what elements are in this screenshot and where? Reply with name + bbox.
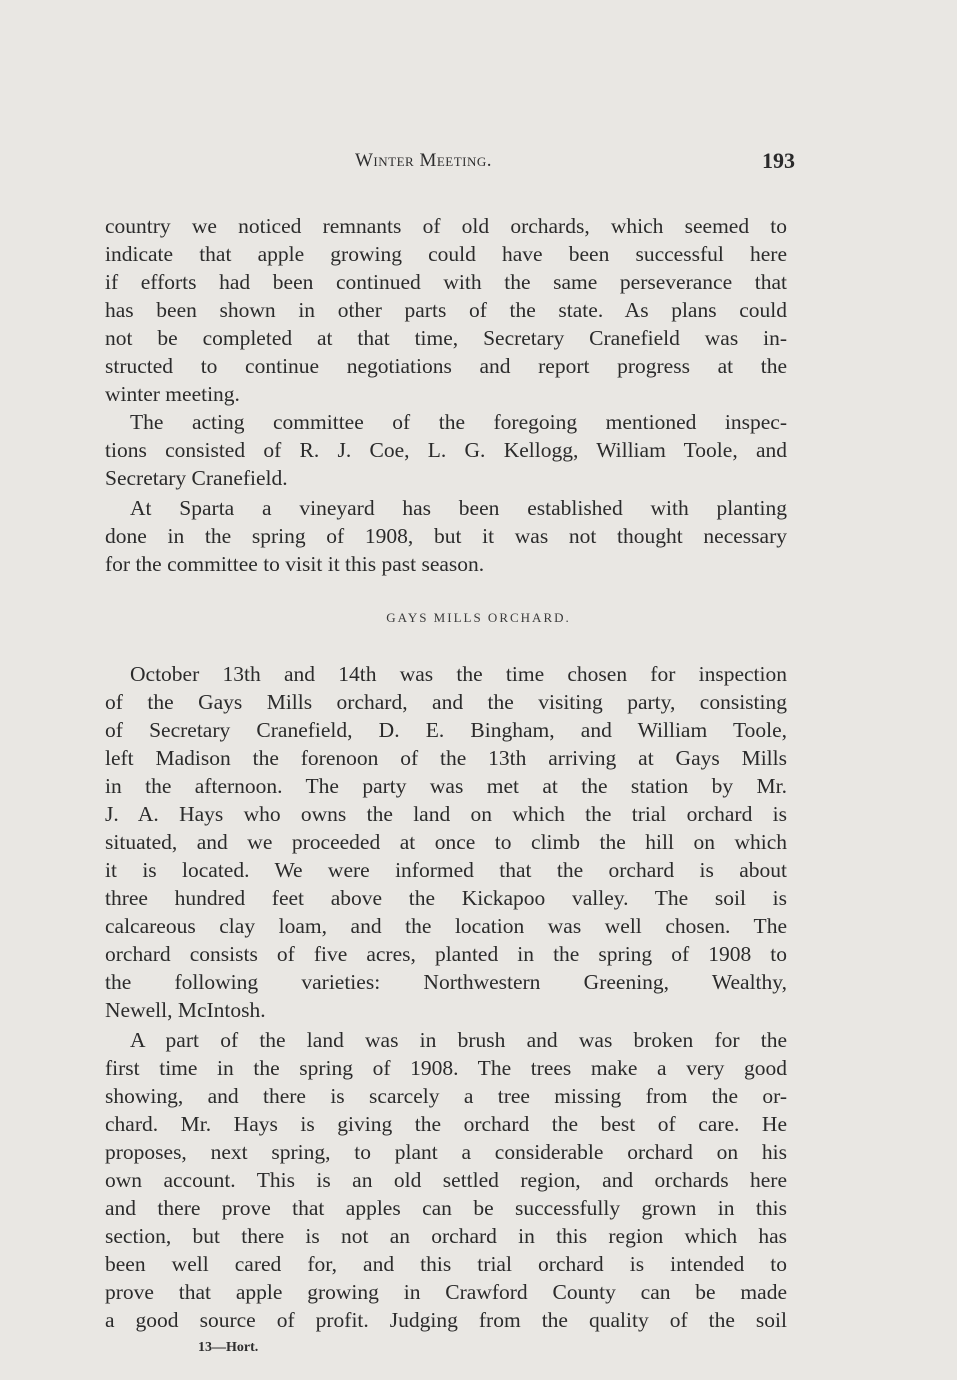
text-line: first time in the spring of 1908. The trees make a very good bbox=[105, 1056, 787, 1080]
text-line: the following varieties: Northwestern Greening, Wealthy, bbox=[105, 970, 787, 994]
text-line: situated, and we proceeded at once to climb the hill on which bbox=[105, 830, 787, 854]
text-line: and there prove that apples can be successfully grown in this bbox=[105, 1196, 787, 1220]
text-line: orchard consists of five acres, planted in the spring of 1908 to bbox=[105, 942, 787, 966]
text-line: calcareous clay loam, and the location was well chosen. The bbox=[105, 914, 787, 938]
text-line: proposes, next spring, to plant a considerable orchard on his bbox=[105, 1140, 787, 1164]
text-line: a good source of profit. Judging from the quality of the soil bbox=[105, 1308, 787, 1332]
section-heading: GAYS MILLS ORCHARD. bbox=[386, 610, 571, 625]
text-line: own account. This is an old settled region, and orchards here bbox=[105, 1168, 787, 1192]
text-line: left Madison the forenoon of the 13th arriving at Gays Mills bbox=[105, 746, 787, 770]
text-line: three hundred feet above the Kickapoo valley. The soil is bbox=[105, 886, 787, 910]
running-title: Winter Meeting. bbox=[355, 150, 493, 171]
text-line: been well cared for, and this trial orchard is intended to bbox=[105, 1252, 787, 1276]
text-line: Newell, McIntosh. bbox=[105, 998, 266, 1022]
text-line: it is located. We were informed that the orchard is about bbox=[105, 858, 787, 882]
text-line: J. A. Hays who owns the land on which the trial orchard is bbox=[105, 802, 787, 826]
text-line: indicate that apple growing could have been successful here bbox=[105, 242, 787, 266]
text-line: of the Gays Mills orchard, and the visiting party, consisting bbox=[105, 690, 787, 714]
text-line: not be completed at that time, Secretary Cranefield was in- bbox=[105, 326, 787, 350]
text-line: chard. Mr. Hays is giving the orchard the best of care. He bbox=[105, 1112, 787, 1136]
text-line: October 13th and 14th was the time chosen for inspection bbox=[130, 662, 787, 686]
running-head bbox=[105, 150, 795, 180]
text-line: structed to continue negotiations and report progress at the bbox=[105, 354, 787, 378]
text-line: showing, and there is scarcely a tree missing from the or- bbox=[105, 1084, 787, 1108]
signature-mark: 13—Hort. bbox=[198, 1340, 259, 1355]
text-line: Secretary Cranefield. bbox=[105, 466, 288, 490]
text-line: done in the spring of 1908, but it was not thought necessary bbox=[105, 524, 787, 548]
text-line: tions consisted of R. J. Coe, L. G. Kellogg, William Toole, and bbox=[105, 438, 787, 462]
text-line: in the afternoon. The party was met at the station by Mr. bbox=[105, 774, 787, 798]
text-line: At Sparta a vineyard has been established with planting bbox=[130, 496, 787, 520]
text-line: of Secretary Cranefield, D. E. Bingham, and William Toole, bbox=[105, 718, 787, 742]
text-line: has been shown in other parts of the state. As plans could bbox=[105, 298, 787, 322]
text-line: The acting committee of the foregoing mentioned inspec- bbox=[130, 410, 787, 434]
text-line: section, but there is not an orchard in this region which has bbox=[105, 1224, 787, 1248]
text-line: prove that apple growing in Crawford County can be made bbox=[105, 1280, 787, 1304]
text-line: for the committee to visit it this past season. bbox=[105, 552, 485, 576]
text-line: A part of the land was in brush and was broken for the bbox=[130, 1028, 787, 1052]
text-line: country we noticed remnants of old orchards, which seemed to bbox=[105, 214, 787, 238]
page-number: 193 bbox=[762, 148, 795, 173]
text-line: winter meeting. bbox=[105, 382, 240, 406]
text-line: if efforts had been continued with the same perseverance that bbox=[105, 270, 787, 294]
